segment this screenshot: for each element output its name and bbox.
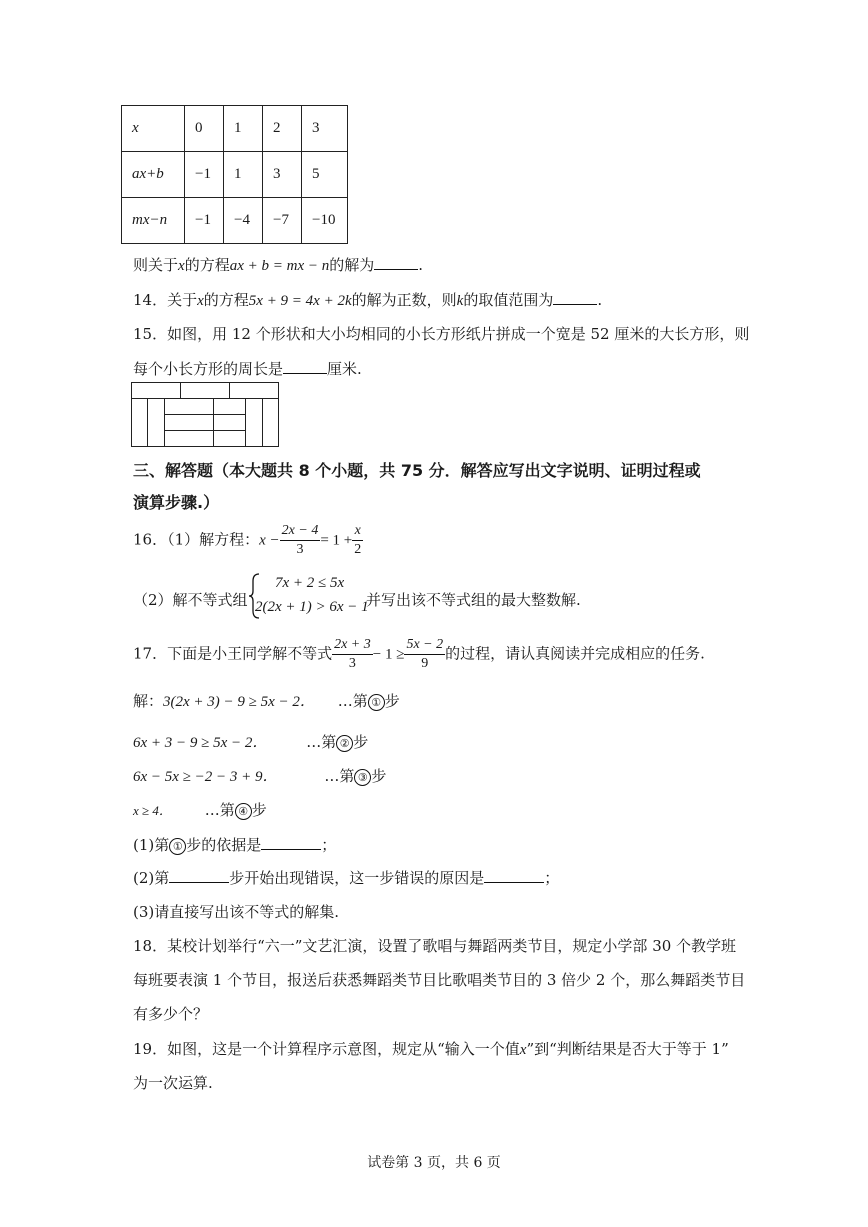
step-number: ① [169,838,186,855]
answer-blank[interactable] [374,255,418,270]
q19-line1 [133,1038,729,1059]
q18-line3: 有多少个？ [133,1005,209,1023]
step-number: ④ [235,803,252,820]
table-cell: x [122,106,185,152]
math-var: k [456,293,464,309]
denominator: 2 [354,542,362,557]
text: 解： [133,692,164,710]
text: 的过程，请认真阅读并完成相应的任务. [445,644,705,663]
q16-part1 [133,522,363,559]
text: …第 [306,733,337,751]
table-row [122,106,348,152]
fraction [332,636,373,673]
text: …第 [337,692,368,710]
table-cell: 1 [224,106,263,152]
table-row [122,198,348,244]
text: 步开始出现错误，这一步错误的原因是 [229,869,485,887]
text: . [597,291,603,309]
section-heading-cont: 演算步骤.） [133,493,220,512]
text: 步的依据是 [186,836,262,854]
text: 则关于 [133,256,179,274]
math-var: x [197,293,204,309]
table-row [122,152,348,198]
numerator: 2x − 4 [280,522,321,541]
q17-stem [133,636,705,673]
table-cell: −4 [224,198,263,244]
step-number: ② [336,735,353,752]
math-var: x [178,258,185,274]
text: …第 [324,767,355,785]
solution-step-1 [133,690,400,711]
text: 16．（1）解方程： [133,530,260,549]
answer-blank[interactable] [261,835,321,850]
step-number: ③ [354,769,371,786]
solution-step-2 [133,731,368,752]
table-cell: 3 [302,106,348,152]
q16-part2-label: （2）解不等式组 [133,591,248,609]
table-cell: 5 [302,152,348,198]
equation: 6x − 5x ≥ −2 − 3 + 9． [133,769,278,785]
text: 19．如图，这是一个计算程序示意图，规定从“输入一个值 [133,1040,520,1058]
table-cell: −7 [263,198,302,244]
table-cell: ax+b [122,152,185,198]
text: (1)第 [133,836,170,854]
q19-line2: 为一次运算. [133,1074,213,1092]
equation: x − [259,532,280,549]
equation: − 1 ≥ [372,646,405,663]
text: 厘米. [327,360,362,378]
text: 的方程 [203,291,249,309]
equation: = 1 + [320,532,353,549]
q18-line1: 18．某校计划举行“六一”文艺汇演，设置了歌唱与舞蹈两类节目，规定小学部 30 个教学班 [133,937,737,955]
text: 步 [251,801,267,819]
task-3: (3)请直接写出该不等式的解集. [133,903,340,921]
equation: 5x + 9 = 4x + 2k [248,293,352,309]
q16-part2-tail: 并写出该不等式组的最大整数解. [366,591,581,609]
numerator: x [352,522,363,541]
text: 的解为正数，则 [351,291,457,309]
text: ”到“判断结果是否大于等于 1” [526,1040,729,1058]
table-cell: mx−n [122,198,185,244]
solution-step-3 [133,765,386,786]
text: 14．关于 [133,291,198,309]
text: ； [544,869,560,887]
task-1 [133,834,336,855]
text: (2)第 [133,869,170,887]
text: …第 [204,801,235,819]
q13-text [133,254,423,275]
answer-blank[interactable] [169,868,229,883]
task-2 [133,867,559,888]
q14-text [133,289,602,310]
text: 每个小长方形的周长是 [133,360,284,378]
text: 的解为 [329,256,375,274]
table-cell: −10 [302,198,348,244]
system-line-2: 2(2x + 1) > 6x − 1 [255,599,369,615]
page-footer: 试卷第 3 页，共 6 页 [367,1155,501,1171]
text: 的取值范围为 [463,291,554,309]
fraction [352,522,363,559]
q15-line1: 15．如图，用 12 个形状和大小均相同的小长方形纸片拼成一个宽是 52 厘米的大长方形，则 [133,325,750,343]
table-cell: −1 [185,198,224,244]
denominator: 3 [348,656,356,671]
equation: 6x + 3 − 9 ≥ 5x − 2． [133,735,268,751]
table-cell: −1 [185,152,224,198]
table-cell: 0 [185,106,224,152]
text: 步 [384,692,400,710]
text: 的方程 [184,256,230,274]
step-number: ① [368,694,385,711]
equation: ax + b = mx − n [229,258,330,274]
answer-blank[interactable] [283,359,327,374]
q15-line2 [133,358,362,379]
fraction [280,522,321,559]
text: 17．下面是小王同学解不等式 [133,644,333,663]
text: 步 [371,767,387,785]
numerator: 5x − 2 [404,636,445,655]
equation: 3(2x + 3) − 9 ≥ 5x − 2． [163,694,315,710]
rectangle-tiling-figure [131,382,281,448]
denominator: 3 [296,542,304,557]
numerator: 2x + 3 [332,636,373,655]
text: ； [321,836,337,854]
answer-blank[interactable] [484,868,544,883]
text: 步 [353,733,369,751]
answer-blank[interactable] [553,290,597,305]
math-var: x [519,1042,527,1058]
equation: x ≥ 4． [133,803,172,818]
denominator: 9 [421,656,429,671]
table-cell: 3 [263,152,302,198]
table-cell: 2 [263,106,302,152]
table-cell: 1 [224,152,263,198]
text: . [418,256,424,274]
section-heading: 三、解答题（本大题共 8 个小题，共 75 分．解答应写出文字说明、证明过程或 [133,461,701,480]
solution-step-4 [133,799,267,820]
system-line-1: 7x + 2 ≤ 5x [275,575,345,591]
q18-line2: 每班要表演 1 个节目，报送后获悉舞蹈类节目比歌唱类节目的 3 倍少 2 个，那么舞蹈类节目 [133,971,746,989]
fraction [404,636,445,673]
value-table [121,105,348,244]
